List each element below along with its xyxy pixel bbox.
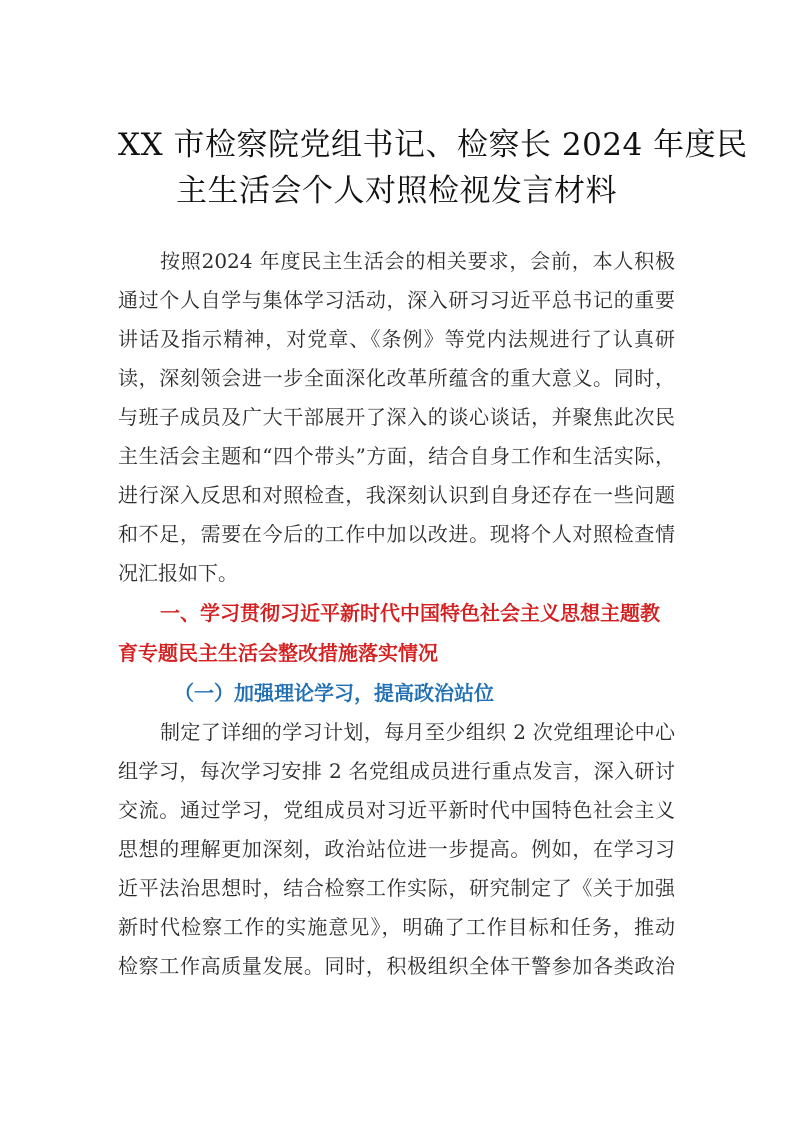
intro-line: 读，深刻领会进一步全面深化改革所蕴含的重大意义。同时， (118, 366, 675, 390)
subsection-1-paragraph (118, 713, 675, 986)
body-line: 交流。通过学习，党组成员对习近平新时代中国特色社会主义 (118, 798, 675, 822)
intro-line: 和不足，需要在今后的工作中加以改进。现将个人对照检查情 (118, 522, 675, 546)
title-line-2: 主生活会个人对照检视发言材料 (176, 173, 617, 209)
body-line: 新时代检察工作的实施意见》，明确了工作目标和任务，推动 (118, 915, 675, 939)
section-heading-line: 一、学习贯彻习近平新时代中国特色社会主义思想主题教 (160, 601, 660, 625)
body-line: 组学习，每次学习安排 2 名党组成员进行重点发言，深入研讨 (118, 759, 675, 783)
body-line: 思想的理解更加深刻，政治站位进一步提高。例如，在学习习 (118, 837, 675, 861)
body-line: 检察工作高质量发展。同时，积极组织全体干警参加各类政治 (118, 954, 675, 978)
intro-line: 进行深入反思和对照检查，我深刻认识到自身还存在一些问题 (118, 483, 675, 507)
intro-line: 主生活会主题和“四个带头”方面，结合自身工作和生活实际， (118, 444, 675, 468)
subsection-1-heading: （一）加强理论学习，提高政治站位 (174, 681, 494, 705)
intro-line: 按照2024 年度民主生活会的相关要求，会前，本人积极 (160, 249, 675, 273)
body-line: 制定了详细的学习计划，每月至少组织 2 次党组理论中心 (160, 720, 675, 744)
section-1-heading (118, 593, 675, 673)
intro-line: 讲话及指示精神，对党章、《条例》等党内法规进行了认真研 (118, 327, 675, 351)
title-line-1: XX 市检察院党组书记、检察长 2024 年度民 (118, 127, 748, 163)
document-title (118, 122, 748, 214)
body-line: 近平法治思想时，结合检察工作实际，研究制定了《关于加强 (118, 876, 675, 900)
intro-line: 与班子成员及广大干部展开了深入的谈心谈话，并聚焦此次民 (118, 405, 675, 429)
intro-line: 况汇报如下。 (118, 561, 238, 585)
section-heading-line: 育专题民主生活会整改措施落实情况 (118, 641, 438, 665)
intro-paragraph (118, 242, 675, 593)
intro-line: 通过个人自学与集体学习活动，深入研习习近平总书记的重要 (118, 288, 675, 312)
